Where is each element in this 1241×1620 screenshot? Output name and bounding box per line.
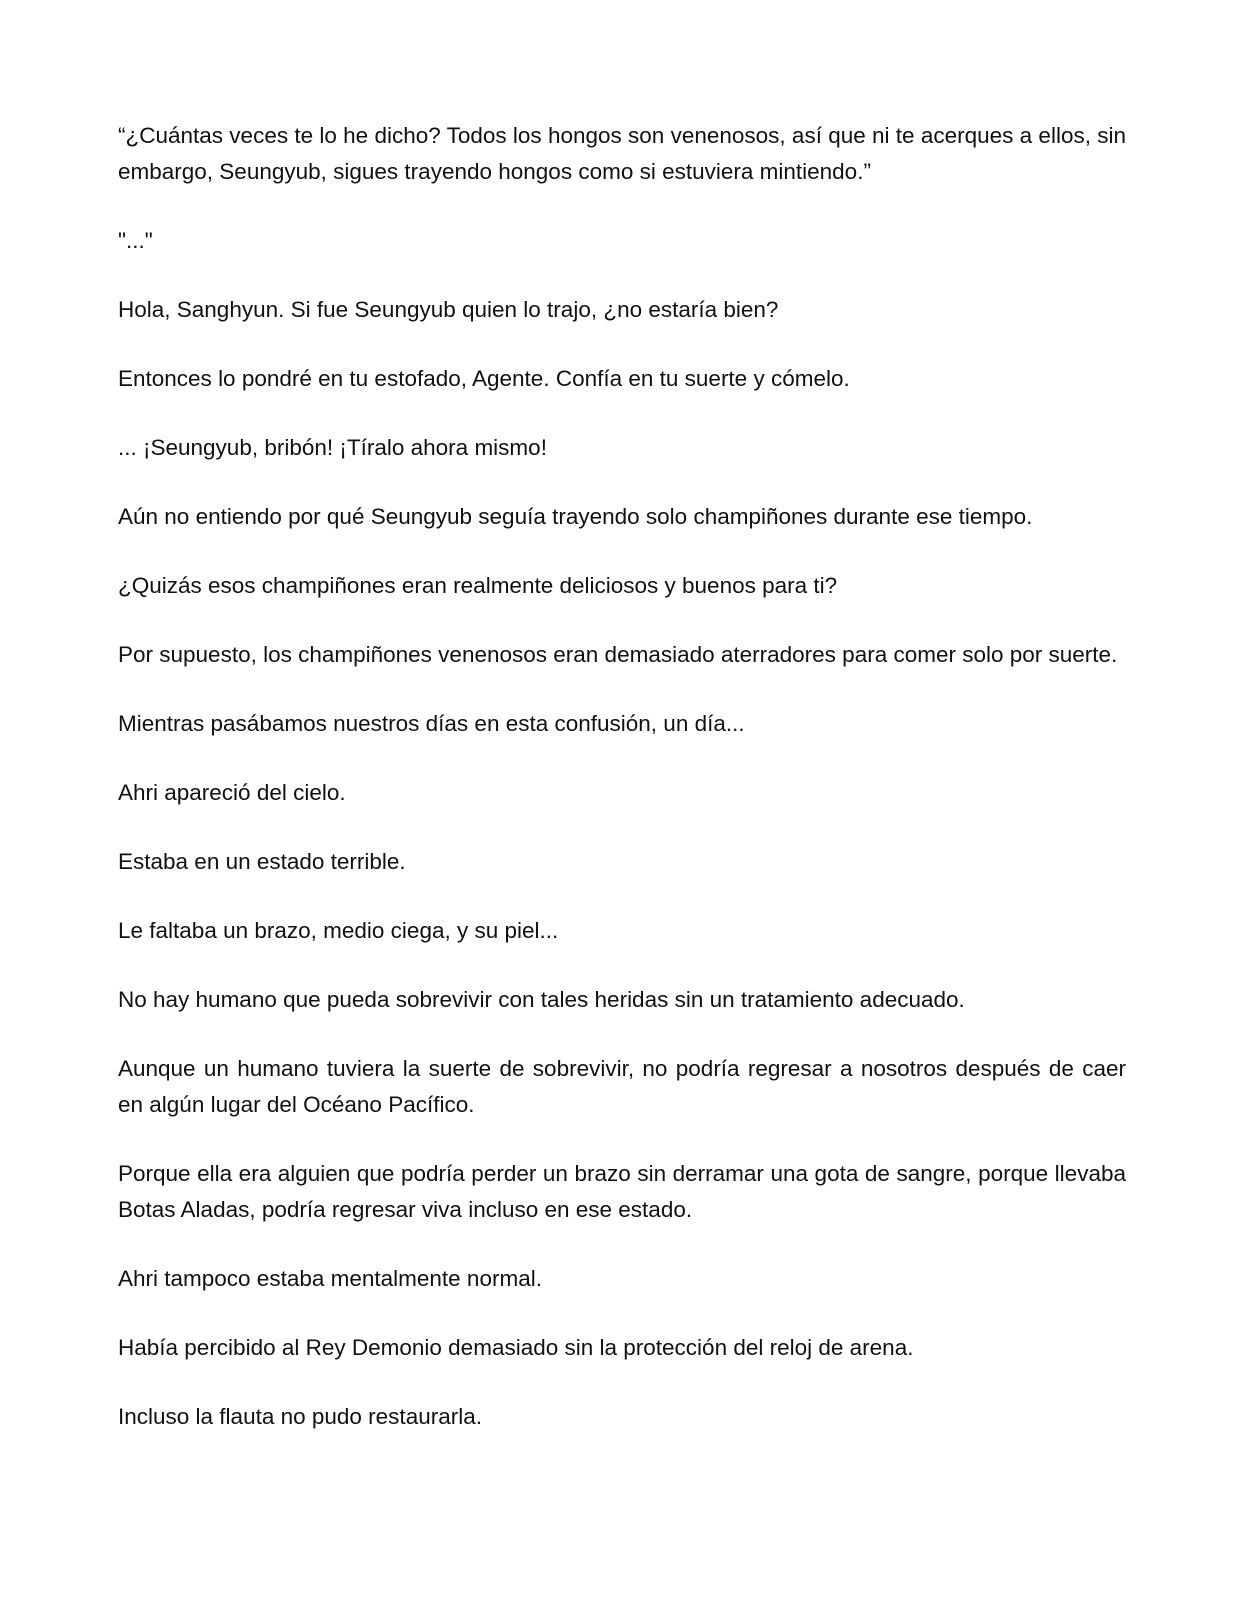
- paragraph-7: ¿Quizás esos champiñones eran realmente deliciosos y buenos para ti?: [118, 573, 838, 598]
- paragraph-4: Entonces lo pondré en tu estofado, Agente. Confía en tu suerte y cómelo.: [118, 366, 850, 391]
- paragraph-3: Hola, Sanghyun. Si fue Seungyub quien lo trajo, ¿no estaría bien?: [118, 297, 779, 322]
- paragraph-17: Había percibido al Rey Demonio demasiado sin la protección del reloj de arena.: [118, 1335, 914, 1360]
- paragraph-1: “¿Cuántas veces te lo he dicho? Todos los hongos son venenosos, así que ni te acerques a ellos, sin embargo, Seungyub, sigues trayendo hongos como si estuviera mintiendo.”: [118, 123, 1126, 184]
- paragraph-5: ... ¡Seungyub, bribón! ¡Tíralo ahora mismo!: [118, 435, 547, 460]
- paragraph-8: Por supuesto, los champiñones venenosos eran demasiado aterradores para comer solo por suerte.: [118, 642, 1118, 667]
- paragraph-14: Aunque un humano tuviera la suerte de sobrevivir, no podría regresar a nosotros después de caer en algún lugar del Océano Pacífico.: [118, 1056, 1126, 1117]
- paragraph-13: No hay humano que pueda sobrevivir con tales heridas sin un tratamiento adecuado.: [118, 987, 965, 1012]
- paragraph-16: Ahri tampoco estaba mentalmente normal.: [118, 1266, 542, 1291]
- text-body: [118, 118, 1126, 1468]
- paragraph-10: Ahri apareció del cielo.: [118, 780, 346, 805]
- paragraph-11: Estaba en un estado terrible.: [118, 849, 406, 874]
- paragraph-12: Le faltaba un brazo, medio ciega, y su piel...: [118, 918, 559, 943]
- paragraph-6: Aún no entiendo por qué Seungyub seguía trayendo solo champiñones durante ese tiempo.: [118, 504, 1033, 529]
- paragraph-18: Incluso la flauta no pudo restaurarla.: [118, 1404, 482, 1429]
- paragraph-15: Porque ella era alguien que podría perder un brazo sin derramar una gota de sangre, porque llevaba Botas Aladas, podría regresar viva incluso en ese estado.: [118, 1161, 1126, 1222]
- paragraph-2: "...": [118, 228, 153, 253]
- paragraph-9: Mientras pasábamos nuestros días en esta confusión, un día...: [118, 711, 745, 736]
